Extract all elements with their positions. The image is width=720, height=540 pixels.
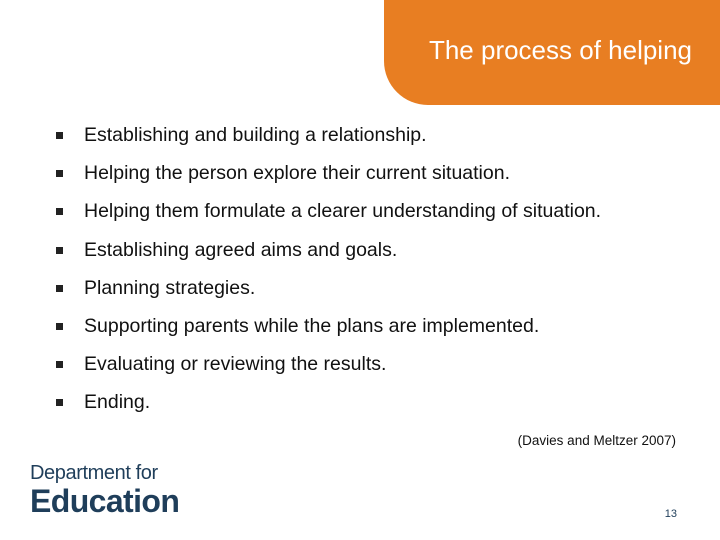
square-bullet-icon (56, 285, 63, 292)
bullet-text: Establishing and building a relationship. (84, 124, 427, 146)
logo-line-2: Education (30, 483, 180, 519)
bullet-text: Ending. (84, 391, 151, 414)
logo-line-1: Department for (30, 462, 158, 484)
bullet-item (56, 391, 601, 429)
square-bullet-icon (56, 323, 63, 330)
bullet-text: Evaluating or reviewing the results. (84, 353, 387, 376)
bullet-item (56, 315, 601, 353)
slide-title: The process of helping (428, 35, 692, 65)
square-bullet-icon (56, 247, 63, 254)
square-bullet-icon (56, 361, 63, 368)
title-banner (384, 0, 720, 105)
square-bullet-icon (56, 208, 63, 215)
bullet-text: Planning strategies. (84, 276, 256, 299)
square-bullet-icon (56, 399, 63, 406)
bullet-text: Establishing agreed aims and goals. (84, 238, 398, 261)
bullet-item (56, 239, 601, 277)
bullet-item (56, 277, 601, 315)
page-number: 13 (664, 508, 677, 520)
citation: (Davies and Meltzer 2007) (517, 433, 676, 448)
department-for-education-logo (30, 462, 179, 518)
bullet-text: Helping the person explore their current situation. (84, 162, 510, 185)
bullet-item (56, 162, 601, 200)
bullet-text: Helping them formulate a clearer understanding of situation. (84, 200, 602, 223)
bullet-text: Supporting parents while the plans are implemented. (84, 314, 540, 337)
square-bullet-icon (56, 170, 63, 177)
bullet-item (56, 124, 601, 162)
bullet-item (56, 200, 601, 238)
bullet-list (56, 124, 601, 430)
square-bullet-icon (56, 132, 63, 139)
bullet-item (56, 353, 601, 391)
